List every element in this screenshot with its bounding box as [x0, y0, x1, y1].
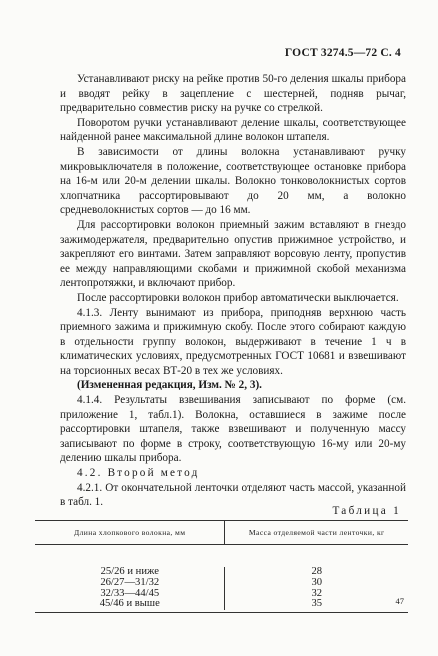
page-header: ГОСТ 3274.5—72 С. 4	[284, 47, 401, 59]
paragraph: После рассортировки волокон прибор автоматически выключается.	[77, 291, 399, 304]
section-heading: 4.2. Второй метод	[77, 467, 200, 480]
table-cell-length: 45/46 и выше	[99, 598, 160, 610]
body-text	[60, 72, 406, 510]
table-cell-mass: 28	[311, 566, 323, 577]
mass-column	[225, 567, 408, 610]
paragraph: Устанавливают риску на рейке против 50-го деления шкалы прибора и вводят рейку в зацепление с шестерней, подняв рычаг, предварительно совместив риску на ручке со стрелкой.	[60, 73, 406, 115]
paragraph: Поворотом ручки устанавливают деление шкалы, соответствующее найденной ранее максимальной длине волокон штапеля.	[60, 116, 406, 144]
table-body	[35, 545, 408, 612]
table-cell-mass: 35	[311, 598, 323, 610]
amendment-note: (Измененная редакция, Изм. № 2, 3).	[77, 379, 262, 392]
length-column	[35, 567, 225, 610]
paragraph: 4.2.1. От окончательной ленточки отделяют часть массой, указанной в табл. 1.	[60, 481, 406, 509]
paragraph: 4.1.3. Ленту вынимают из прибора, приподняв верхнюю часть приемного зажима и прижимную скобу. После этого собирают каждую в отдельности группу волокон, выдерживают в течение 1 ч в климатических условиях, предусмотренных ГОСТ 10681 и взвешивают на торсионных весах ВТ-20 в тех же условиях.	[60, 306, 406, 377]
table-caption: Таблица 1	[332, 505, 401, 517]
paragraph: В зависимости от длины волокна устанавливают ручку микровыключателя в положение, соответствующее остановке прибора на 16-м или 20-м делении шкалы. Волокно тонковолокнистых сортов хлопчатника рассортировывают до 20 мм, а волокно средневолокнистых сортов — до 16 мм.	[60, 145, 406, 217]
table-cell-length: 26/27—31/32	[100, 576, 160, 588]
table-cell-mass: 32	[311, 587, 323, 599]
page-number: 47	[395, 596, 404, 606]
data-table	[35, 520, 408, 613]
table-cell-length: 32/33—44/45	[100, 587, 160, 599]
table-cell-length: 25/26 и ниже	[100, 566, 159, 577]
table-cell-mass: 30	[311, 576, 323, 588]
paragraph: Для рассортировки волокон приемный зажим вставляют в гнездо зажимодержателя, предварительно опустив прижимное устройство, и закрепляют его винтами. Затем заправляют ворсовую ленту, пропустив ее между направляющими скобами и прижимной скобой механизма лентопротяжки, и включают прибор.	[60, 218, 406, 290]
table-header-row	[35, 521, 408, 545]
paragraph: 4.1.4. Результаты взвешивания записывают по форме (см. приложение 1, табл.1). Волокна, оставшиеся в зажиме после рассортировки штапеля, также взвешивают и полученную массу записывают по форме в строку, соответствующую 16-му или 20-му делению шкалы прибора.	[60, 394, 406, 465]
column-header-mass: Масса отделяемой части ленточки, кг	[248, 528, 385, 537]
column-header-length: Длина хлопкового волокна, мм	[35, 521, 225, 544]
